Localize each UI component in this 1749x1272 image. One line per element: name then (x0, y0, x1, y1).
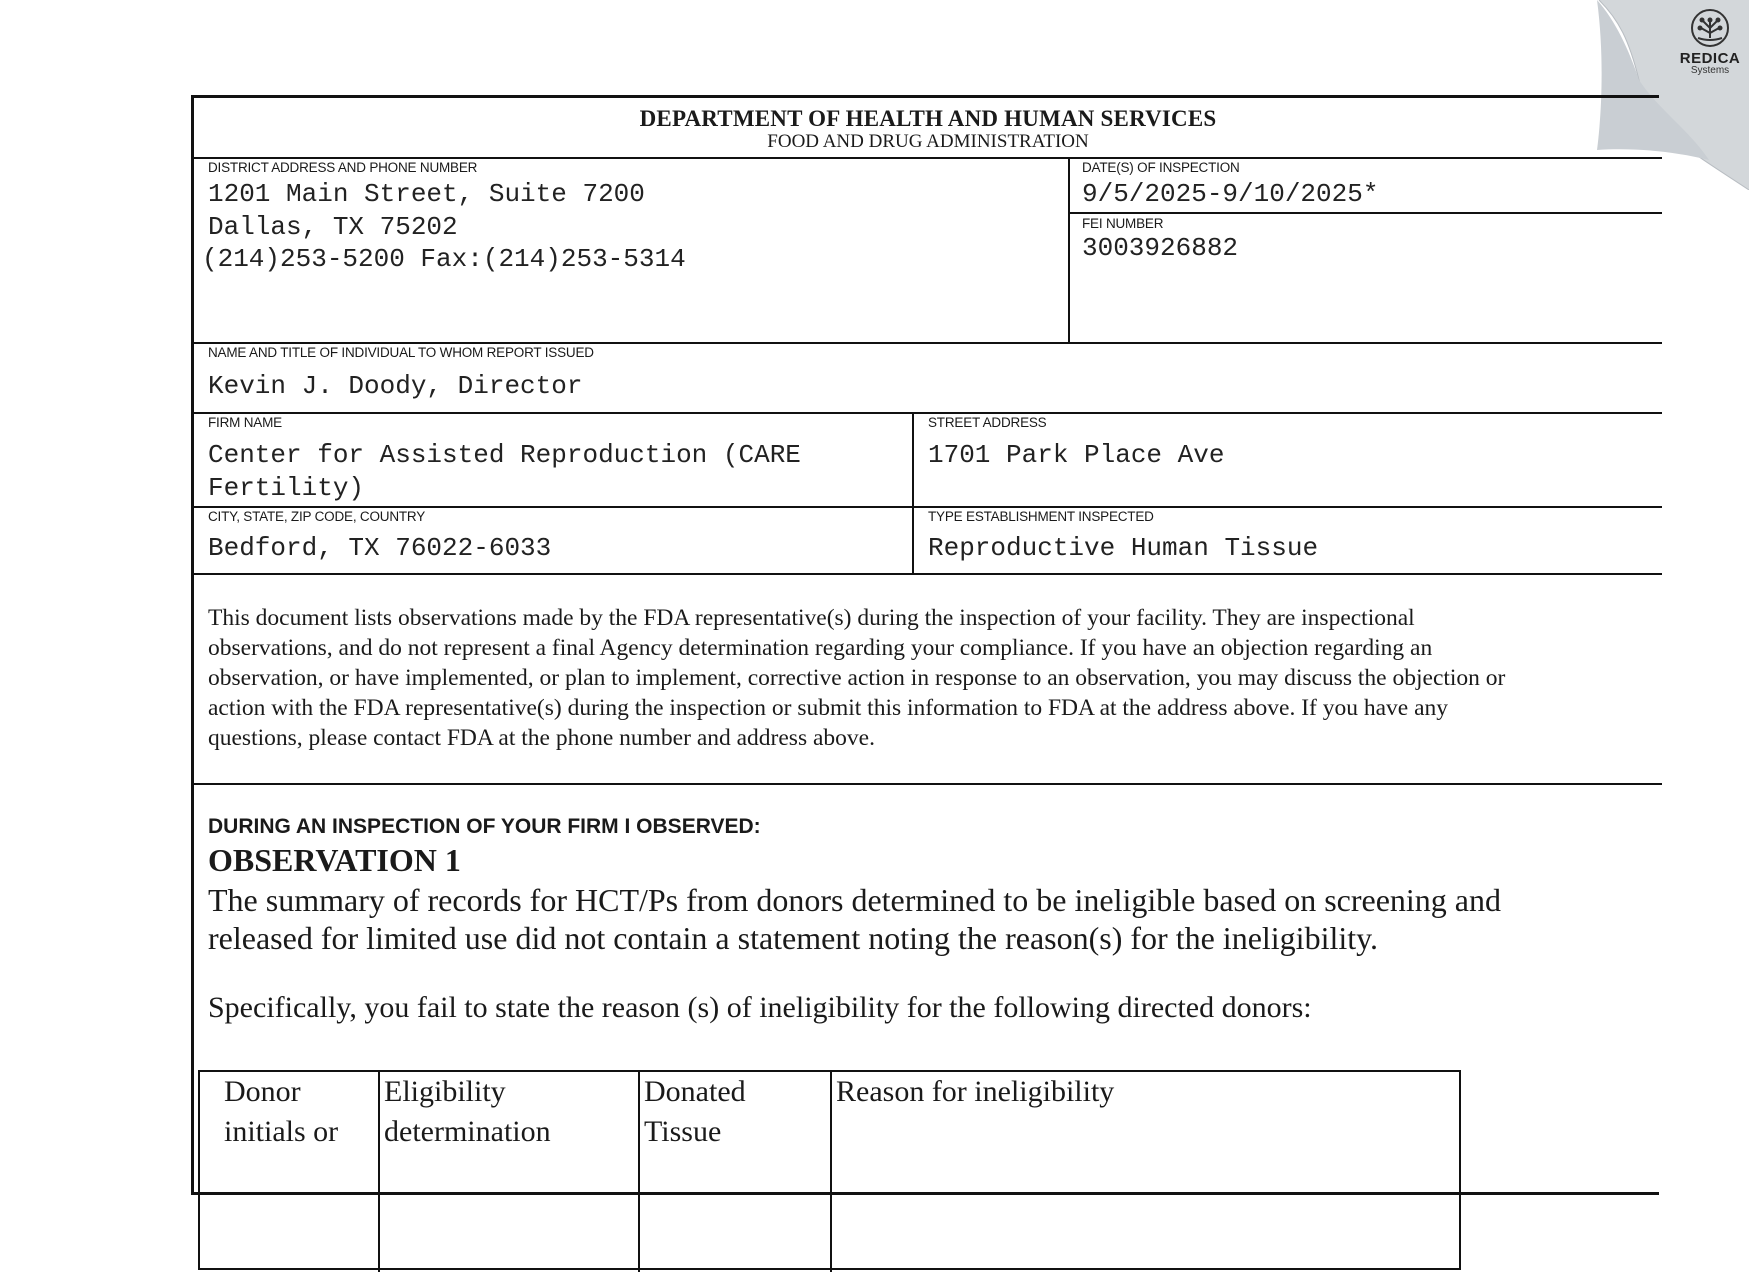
rule (194, 342, 1662, 344)
rule (194, 157, 1662, 159)
street-label: STREET ADDRESS (928, 415, 1047, 430)
rule (912, 412, 914, 573)
agency-heading: FOOD AND DRUG ADMINISTRATION (767, 131, 1089, 152)
donor-table (198, 1070, 1461, 1270)
district-label: DISTRICT ADDRESS AND PHONE NUMBER (208, 160, 478, 175)
disclaimer-line: questions, please contact FDA at the phone number and address above. (208, 725, 875, 751)
table-header-eligibility (380, 1072, 640, 1272)
table-header-donated (640, 1072, 832, 1272)
inspection-dates-value: 9/5/2025-9/10/2025* (1082, 179, 1379, 209)
table-header-text: Donated (644, 1075, 746, 1108)
table-header-text: initials or (224, 1115, 339, 1148)
firm-name-line-2: Fertility) (208, 473, 365, 503)
rule (194, 506, 1662, 508)
table-header-text: determination (384, 1115, 551, 1148)
observation-text (208, 881, 1648, 957)
rule (1068, 157, 1070, 342)
table-header-text: Donor (224, 1075, 301, 1108)
department-heading: DEPARTMENT OF HEALTH AND HUMAN SERVICES (639, 106, 1217, 131)
firm-name-line-1: Center for Assisted Reproduction (CARE (208, 440, 801, 470)
observation-title: OBSERVATION 1 (208, 842, 461, 878)
fei-value: 3003926882 (1082, 233, 1239, 263)
logo-name: REDICA (1679, 50, 1741, 67)
observed-heading: DURING AN INSPECTION OF YOUR FIRM I OBSERVED: (208, 815, 761, 838)
disclaimer-line: observations, and do not represent a final Agency determination regarding your compliance. If you have an objection regarding an (208, 635, 1433, 661)
city-value: Bedford, TX 76022-6033 (208, 533, 552, 563)
table-header-donor (200, 1072, 380, 1272)
rule (1068, 212, 1662, 214)
street-value: 1701 Park Place Ave (928, 440, 1225, 470)
disclaimer-line: observation, or have implemented, or plan to implement, corrective action in response to an observation, you may discuss the objection or (208, 665, 1506, 691)
table-header-text: Reason for ineligibility (836, 1075, 1115, 1108)
disclaimer-line: action with the FDA representative(s) during the inspection or submit this information to FDA at the address above. If you have any (208, 695, 1449, 721)
district-line-1: 1201 Main Street, Suite 7200 (208, 179, 645, 209)
establishment-label: TYPE ESTABLISHMENT INSPECTED (928, 509, 1154, 524)
table-header-reason (832, 1072, 1459, 1272)
district-line-2: Dallas, TX 75202 (208, 212, 458, 242)
district-phone: (214)253-5200 Fax:(214)253-5314 (202, 244, 686, 274)
observation-text-line: The summary of records for HCT/Ps from donors determined to be ineligible based on screening and (208, 882, 1501, 918)
fei-label: FEI NUMBER (1082, 216, 1164, 231)
city-label: CITY, STATE, ZIP CODE, COUNTRY (208, 509, 426, 524)
rule (194, 783, 1662, 785)
disclaimer-paragraph (208, 603, 1648, 753)
inspection-dates-label: DATE(S) OF INSPECTION (1082, 160, 1240, 175)
table-header-text: Eligibility (384, 1075, 506, 1108)
redica-tree-icon (1690, 8, 1730, 48)
logo-sub: Systems (1690, 65, 1730, 76)
redica-logo (1670, 50, 1749, 76)
rule (194, 412, 1662, 414)
table-header-text: Tissue (644, 1115, 722, 1148)
observation-specifically: Specifically, you fail to state the reason (s) of ineligibility for the following directed donors: (208, 991, 1312, 1024)
report-to-label: NAME AND TITLE OF INDIVIDUAL TO WHOM REPORT ISSUED (208, 345, 594, 360)
establishment-value: Reproductive Human Tissue (928, 533, 1319, 563)
firm-label: FIRM NAME (208, 415, 282, 430)
disclaimer-line: This document lists observations made by the FDA representative(s) during the inspection of your facility. They are inspectional (208, 605, 1415, 631)
fda-483-form (191, 95, 1659, 1195)
rule (194, 573, 1662, 575)
report-to-value: Kevin J. Doody, Director (208, 371, 583, 401)
observation-text-line: released for limited use did not contain a statement noting the reason(s) for the ineligibility. (208, 920, 1379, 956)
